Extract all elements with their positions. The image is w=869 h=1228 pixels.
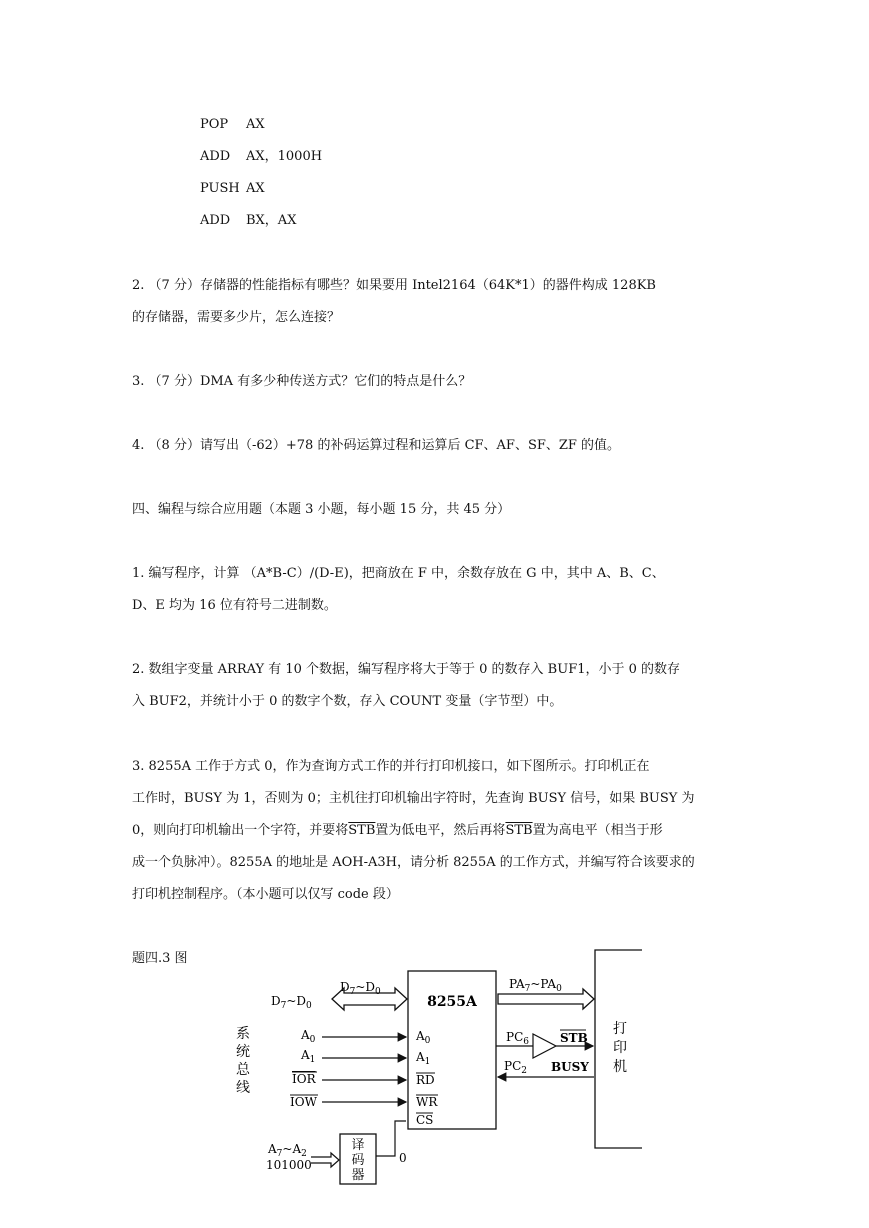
p3-line-1: 3. 8255A 工作于方式 0，作为查询方式工作的并行打印机接口，如下图所示。打印机正在 — [132, 759, 650, 774]
decoder-label-char: 译 — [351, 1138, 365, 1153]
a0: A — [301, 1028, 310, 1042]
pc2-main: PC — [504, 1059, 522, 1073]
addr-value: 101000 — [266, 1158, 312, 1172]
stb-overline: $\overline{STB}$ — [505, 823, 533, 838]
data-bus-label-top — [340, 980, 381, 997]
p1-line-1: 1. 编写程序，计算 （A*B-C）/(D-E)，把商放在 F 中，余数存放在 G 中，其中 A、B、C、 — [132, 566, 665, 581]
addr-sub: 7 — [276, 1149, 283, 1159]
code-arg: AX，1000H — [246, 149, 323, 164]
p2-line-2: 入 BUF2，并统计小于 0 的数字个数，存入 COUNT 变量（字节型）中。 — [132, 694, 563, 709]
p3-line-5: 打印机控制程序。（本小题可以仅写 code 段） — [132, 887, 399, 902]
code-arg: AX — [246, 181, 265, 196]
figure-caption: 题四.3 图 — [132, 951, 188, 966]
code-op: POP — [200, 117, 229, 132]
pin-a0 — [415, 1029, 431, 1046]
section-heading: 四、编程与综合应用题（本题 3 小题，每小题 15 分，共 45 分） — [132, 502, 511, 517]
code-op: ADD — [200, 213, 231, 228]
pa-bus-arrow — [498, 989, 594, 1009]
d-top-sub: 7 — [349, 987, 356, 997]
ior-label: IOR — [292, 1072, 316, 1086]
pin-a1-main: A — [416, 1050, 425, 1064]
p3-line-2: 工作时，BUSY 为 1，否则为 0；主机往打印机输出字符时，先查询 BUSY 信号，如果 BUSY 为 — [132, 791, 695, 806]
system-bus-label — [236, 1026, 251, 1096]
a0-label — [300, 1028, 316, 1045]
decoder-label-char: 码 — [351, 1153, 365, 1168]
code-arg: BX，AX — [246, 213, 297, 228]
a1-label — [300, 1048, 315, 1065]
decoder-label-char: 器 — [351, 1168, 365, 1183]
code-op: PUSH — [200, 181, 240, 196]
p1-line-2: D、E 均为 16 位有符号二进制数。 — [132, 598, 337, 613]
a0-sub: 0 — [309, 1035, 316, 1045]
pa-sub: 7 — [524, 984, 531, 994]
printer-label-char: 机 — [613, 1059, 627, 1075]
stb-label: STB — [560, 1031, 588, 1045]
bus-label-char: 线 — [236, 1080, 250, 1096]
addr-main: A — [268, 1142, 277, 1156]
printer-label-char: 打 — [613, 1021, 627, 1037]
addr-label — [267, 1142, 307, 1159]
p3-line-4: 成一个负脉冲）。8255A 的地址是 AOH-A3H，请分析 8255A 的工作方式，并编写符合该要求的 — [132, 855, 695, 870]
pin-cs: CS — [416, 1113, 434, 1127]
pin-a0-main: A — [416, 1029, 425, 1043]
pc2-label — [504, 1059, 527, 1076]
a1: A — [301, 1048, 310, 1062]
pin-wr: WR — [416, 1095, 438, 1109]
pin-a1 — [415, 1050, 430, 1067]
q3-text: 3. （7 分）DMA 有多少种传送方式？它们的特点是什么？ — [132, 374, 472, 389]
p2-line-1: 2. 数组字变量 ARRAY 有 10 个数据，编写程序将大于等于 0 的数存入 BUF1，小于 0 的数存 — [132, 662, 681, 677]
printer-label — [613, 1020, 627, 1075]
d-left-sep: ~D — [286, 994, 307, 1008]
pin-rd: RD — [416, 1073, 435, 1087]
addr-arrow — [311, 1153, 339, 1167]
printer-label-char: 印 — [613, 1040, 627, 1056]
q2-line-2: 的存储器，需要多少片，怎么连接？ — [132, 310, 341, 325]
addr-sub: 2 — [301, 1149, 307, 1159]
p3-line-3-b: 置为低电平，然后再将 — [375, 823, 506, 838]
pc2-sub: 2 — [521, 1066, 527, 1076]
pc6-sub: 6 — [523, 1037, 529, 1047]
d-top-sep: ~D — [355, 980, 376, 994]
pa-bus-label — [509, 977, 562, 994]
chip-label: 8255A — [427, 994, 477, 1010]
code-op: ADD — [200, 149, 231, 164]
addr-sep: ~A — [282, 1142, 302, 1156]
pin-a1-sub: 1 — [424, 1057, 431, 1067]
d-top-sub: 0 — [375, 987, 381, 997]
decoder-out-label: 0 — [399, 1151, 407, 1165]
pa-sub: 0 — [556, 984, 562, 994]
p3-line-3-c: 置为高电平（相当于形 — [532, 823, 663, 838]
pa: PA — [509, 977, 525, 991]
pc6-main: PC — [506, 1030, 524, 1044]
pa-sep: ~PA — [530, 977, 557, 991]
q4-text: 4. （8 分）请写出（-62）+78 的补码运算过程和运算后 CF、AF、SF、ZF 的值。 — [132, 438, 621, 453]
d-left-sub: 7 — [280, 1001, 287, 1011]
code-arg: AX — [246, 117, 265, 132]
a1-sub: 1 — [309, 1055, 316, 1065]
buffer-triangle — [533, 1034, 556, 1058]
stb-overline: $\overline{STB}$ — [348, 823, 376, 838]
pin-a0-sub: 0 — [424, 1036, 431, 1046]
busy-label: BUSY — [551, 1060, 589, 1074]
pc6-label — [506, 1030, 529, 1047]
d-top: D — [340, 980, 350, 994]
bus-label-char: 总 — [236, 1062, 250, 1078]
q2-line-1: 2. （7 分）存储器的性能指标有哪些？如果要用 Intel2164（64K*1）的器件构成 128KB — [132, 278, 656, 293]
data-bus-label-left — [271, 994, 312, 1011]
bus-label-char: 统 — [236, 1044, 250, 1060]
bus-label-char: 系 — [236, 1026, 250, 1042]
d-left-sub: 0 — [306, 1001, 312, 1011]
d-left: D — [271, 994, 281, 1008]
iow-label: IOW — [290, 1095, 317, 1109]
p3-line-3-a: 0，则向打印机输出一个字符，并要将 — [132, 823, 349, 838]
